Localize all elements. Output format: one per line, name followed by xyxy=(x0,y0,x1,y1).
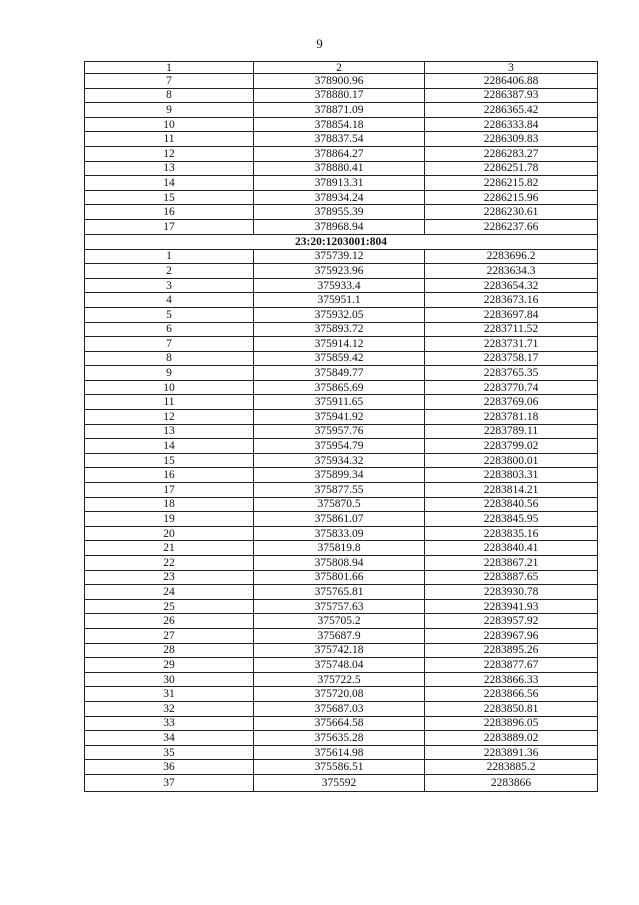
point-number-cell: 20 xyxy=(85,526,254,541)
y-coordinate-cell: 2286309.83 xyxy=(425,132,598,147)
table-row xyxy=(85,351,598,366)
y-coordinate-cell: 2283696.2 xyxy=(425,249,598,264)
point-number-cell: 33 xyxy=(85,716,254,731)
y-coordinate-cell: 2286333.84 xyxy=(425,117,598,132)
x-coordinate-cell: 375705.2 xyxy=(254,614,425,629)
point-number-cell: 25 xyxy=(85,599,254,614)
x-coordinate-cell: 375592 xyxy=(254,774,425,791)
table-row xyxy=(85,264,598,279)
table-row xyxy=(85,307,598,322)
table-row xyxy=(85,190,598,205)
y-coordinate-cell: 2283896.05 xyxy=(425,716,598,731)
table-row xyxy=(85,541,598,556)
point-number-cell: 35 xyxy=(85,745,254,760)
y-coordinate-cell: 2283697.84 xyxy=(425,307,598,322)
table-row xyxy=(85,337,598,352)
y-coordinate-cell: 2283866 xyxy=(425,774,598,791)
point-number-cell: 11 xyxy=(85,395,254,410)
point-number-cell: 34 xyxy=(85,731,254,746)
x-coordinate-cell: 378871.09 xyxy=(254,103,425,118)
table-row xyxy=(85,745,598,760)
table-row xyxy=(85,512,598,527)
y-coordinate-cell: 2283840.56 xyxy=(425,497,598,512)
point-number-cell: 9 xyxy=(85,366,254,381)
y-coordinate-cell: 2286283.27 xyxy=(425,146,598,161)
point-number-cell: 5 xyxy=(85,307,254,322)
x-coordinate-cell: 378864.27 xyxy=(254,146,425,161)
table-row xyxy=(85,658,598,673)
table-row xyxy=(85,628,598,643)
point-number-cell: 18 xyxy=(85,497,254,512)
table-row xyxy=(85,468,598,483)
table-row xyxy=(85,88,598,103)
point-number-cell: 6 xyxy=(85,322,254,337)
x-coordinate-cell: 375951.1 xyxy=(254,293,425,308)
y-coordinate-cell: 2283758.17 xyxy=(425,351,598,366)
table-row xyxy=(85,293,598,308)
point-number-cell: 32 xyxy=(85,701,254,716)
x-coordinate-cell: 375664.58 xyxy=(254,716,425,731)
x-coordinate-cell: 375748.04 xyxy=(254,658,425,673)
point-number-cell: 11 xyxy=(85,132,254,147)
table-row xyxy=(85,716,598,731)
x-coordinate-cell: 375801.66 xyxy=(254,570,425,585)
y-coordinate-cell: 2283731.71 xyxy=(425,337,598,352)
y-coordinate-cell: 2283654.32 xyxy=(425,278,598,293)
point-number-cell: 8 xyxy=(85,88,254,103)
x-coordinate-cell: 375808.94 xyxy=(254,556,425,571)
point-number-cell: 24 xyxy=(85,585,254,600)
y-coordinate-cell: 2283814.21 xyxy=(425,483,598,498)
coordinates-table-body xyxy=(85,62,598,792)
coordinates-table xyxy=(84,61,598,792)
x-coordinate-cell: 378880.41 xyxy=(254,161,425,176)
y-coordinate-cell: 2283673.16 xyxy=(425,293,598,308)
table-row xyxy=(85,278,598,293)
point-number-cell: 15 xyxy=(85,453,254,468)
y-coordinate-cell: 2283799.02 xyxy=(425,439,598,454)
y-coordinate-cell: 2286215.96 xyxy=(425,190,598,205)
x-coordinate-cell: 375757.63 xyxy=(254,599,425,614)
column-header-y: 3 xyxy=(425,62,598,74)
y-coordinate-cell: 2283895.26 xyxy=(425,643,598,658)
x-coordinate-cell: 375819.8 xyxy=(254,541,425,556)
x-coordinate-cell: 375877.55 xyxy=(254,483,425,498)
x-coordinate-cell: 375932.05 xyxy=(254,307,425,322)
point-number-cell: 7 xyxy=(85,74,254,89)
point-number-cell: 37 xyxy=(85,774,254,791)
x-coordinate-cell: 375870.5 xyxy=(254,497,425,512)
y-coordinate-cell: 2283941.93 xyxy=(425,599,598,614)
point-number-cell: 10 xyxy=(85,380,254,395)
table-row xyxy=(85,599,598,614)
table-row xyxy=(85,161,598,176)
page-number: 9 xyxy=(316,36,323,51)
y-coordinate-cell: 2283891.36 xyxy=(425,745,598,760)
x-coordinate-cell: 378854.18 xyxy=(254,117,425,132)
point-number-cell: 36 xyxy=(85,760,254,775)
table-row xyxy=(85,322,598,337)
y-coordinate-cell: 2283634.3 xyxy=(425,264,598,279)
table-row xyxy=(85,103,598,118)
point-number-cell: 8 xyxy=(85,351,254,366)
x-coordinate-cell: 375934.32 xyxy=(254,453,425,468)
x-coordinate-cell: 375865.69 xyxy=(254,380,425,395)
x-coordinate-cell: 375720.08 xyxy=(254,687,425,702)
y-coordinate-cell: 2283930.78 xyxy=(425,585,598,600)
point-number-cell: 17 xyxy=(85,483,254,498)
point-number-cell: 16 xyxy=(85,468,254,483)
point-number-cell: 26 xyxy=(85,614,254,629)
x-coordinate-cell: 375933.4 xyxy=(254,278,425,293)
point-number-cell: 14 xyxy=(85,439,254,454)
y-coordinate-cell: 2286251.78 xyxy=(425,161,598,176)
y-coordinate-cell: 2286387.93 xyxy=(425,88,598,103)
point-number-cell: 1 xyxy=(85,249,254,264)
point-number-cell: 2 xyxy=(85,264,254,279)
x-coordinate-cell: 375687.03 xyxy=(254,701,425,716)
y-coordinate-cell: 2283835.16 xyxy=(425,526,598,541)
table-row xyxy=(85,453,598,468)
table-row xyxy=(85,643,598,658)
point-number-cell: 12 xyxy=(85,146,254,161)
point-number-cell: 17 xyxy=(85,219,254,234)
table-row xyxy=(85,132,598,147)
point-number-cell: 30 xyxy=(85,672,254,687)
x-coordinate-cell: 375899.34 xyxy=(254,468,425,483)
y-coordinate-cell: 2283850.81 xyxy=(425,701,598,716)
y-coordinate-cell: 2286215.82 xyxy=(425,176,598,191)
table-row xyxy=(85,439,598,454)
x-coordinate-cell: 375614.98 xyxy=(254,745,425,760)
y-coordinate-cell: 2286406.88 xyxy=(425,74,598,89)
x-coordinate-cell: 378934.24 xyxy=(254,190,425,205)
table-row xyxy=(85,366,598,381)
x-coordinate-cell: 378968.94 xyxy=(254,219,425,234)
y-coordinate-cell: 2283769.06 xyxy=(425,395,598,410)
table-row xyxy=(85,687,598,702)
table-row xyxy=(85,117,598,132)
point-number-cell: 28 xyxy=(85,643,254,658)
table-row xyxy=(85,774,598,791)
y-coordinate-cell: 2283866.33 xyxy=(425,672,598,687)
table-row xyxy=(85,570,598,585)
table-row xyxy=(85,176,598,191)
point-number-cell: 23 xyxy=(85,570,254,585)
y-coordinate-cell: 2283803.31 xyxy=(425,468,598,483)
y-coordinate-cell: 2283781.18 xyxy=(425,410,598,425)
table-row xyxy=(85,731,598,746)
point-number-cell: 22 xyxy=(85,556,254,571)
table-row xyxy=(85,585,598,600)
table-row xyxy=(85,483,598,498)
point-number-cell: 13 xyxy=(85,424,254,439)
x-coordinate-cell: 375859.42 xyxy=(254,351,425,366)
point-number-cell: 31 xyxy=(85,687,254,702)
cadastral-number-heading: 23:20:1203001:804 xyxy=(85,234,598,249)
y-coordinate-cell: 2283885.2 xyxy=(425,760,598,775)
x-coordinate-cell: 375914.12 xyxy=(254,337,425,352)
table-row xyxy=(85,146,598,161)
y-coordinate-cell: 2283711.52 xyxy=(425,322,598,337)
point-number-cell: 14 xyxy=(85,176,254,191)
point-number-cell: 19 xyxy=(85,512,254,527)
x-coordinate-cell: 378913.31 xyxy=(254,176,425,191)
x-coordinate-cell: 375849.77 xyxy=(254,366,425,381)
x-coordinate-cell: 375923.96 xyxy=(254,264,425,279)
point-number-cell: 4 xyxy=(85,293,254,308)
y-coordinate-cell: 2283866.56 xyxy=(425,687,598,702)
point-number-cell: 10 xyxy=(85,117,254,132)
table-row xyxy=(85,526,598,541)
x-coordinate-cell: 375954.79 xyxy=(254,439,425,454)
y-coordinate-cell: 2283957.92 xyxy=(425,614,598,629)
point-number-cell: 21 xyxy=(85,541,254,556)
point-number-cell: 15 xyxy=(85,190,254,205)
table-row xyxy=(85,410,598,425)
point-number-cell: 16 xyxy=(85,205,254,220)
y-coordinate-cell: 2283800.01 xyxy=(425,453,598,468)
x-coordinate-cell: 375957.76 xyxy=(254,424,425,439)
table-row xyxy=(85,395,598,410)
column-header-point-number: 1 xyxy=(85,62,254,74)
y-coordinate-cell: 2283789.11 xyxy=(425,424,598,439)
x-coordinate-cell: 378955.39 xyxy=(254,205,425,220)
point-number-cell: 3 xyxy=(85,278,254,293)
x-coordinate-cell: 378880.17 xyxy=(254,88,425,103)
table-row xyxy=(85,760,598,775)
x-coordinate-cell: 375586.51 xyxy=(254,760,425,775)
x-coordinate-cell: 375687.9 xyxy=(254,628,425,643)
y-coordinate-cell: 2283887.65 xyxy=(425,570,598,585)
table-row xyxy=(85,614,598,629)
point-number-cell: 13 xyxy=(85,161,254,176)
table-row xyxy=(85,219,598,234)
x-coordinate-cell: 375911.65 xyxy=(254,395,425,410)
y-coordinate-cell: 2283877.67 xyxy=(425,658,598,673)
table-row xyxy=(85,205,598,220)
column-header-x: 2 xyxy=(254,62,425,74)
table-row xyxy=(85,380,598,395)
table-row xyxy=(85,556,598,571)
y-coordinate-cell: 2283840.41 xyxy=(425,541,598,556)
x-coordinate-cell: 378900.96 xyxy=(254,74,425,89)
table-row xyxy=(85,497,598,512)
point-number-cell: 9 xyxy=(85,103,254,118)
point-number-cell: 27 xyxy=(85,628,254,643)
point-number-cell: 29 xyxy=(85,658,254,673)
section-title-row xyxy=(85,234,598,249)
table-row xyxy=(85,701,598,716)
y-coordinate-cell: 2283889.02 xyxy=(425,731,598,746)
point-number-cell: 7 xyxy=(85,337,254,352)
y-coordinate-cell: 2286230.61 xyxy=(425,205,598,220)
table-header-row xyxy=(85,62,598,74)
x-coordinate-cell: 375742.18 xyxy=(254,643,425,658)
x-coordinate-cell: 375722.5 xyxy=(254,672,425,687)
x-coordinate-cell: 375941.92 xyxy=(254,410,425,425)
x-coordinate-cell: 375765.81 xyxy=(254,585,425,600)
x-coordinate-cell: 378837.54 xyxy=(254,132,425,147)
table-row xyxy=(85,249,598,264)
x-coordinate-cell: 375635.28 xyxy=(254,731,425,746)
table-row xyxy=(85,424,598,439)
x-coordinate-cell: 375893.72 xyxy=(254,322,425,337)
point-number-cell: 12 xyxy=(85,410,254,425)
y-coordinate-cell: 2283867.21 xyxy=(425,556,598,571)
y-coordinate-cell: 2283770.74 xyxy=(425,380,598,395)
y-coordinate-cell: 2286237.66 xyxy=(425,219,598,234)
x-coordinate-cell: 375833.09 xyxy=(254,526,425,541)
y-coordinate-cell: 2286365.42 xyxy=(425,103,598,118)
table-row xyxy=(85,672,598,687)
y-coordinate-cell: 2283845.95 xyxy=(425,512,598,527)
table-row xyxy=(85,74,598,89)
y-coordinate-cell: 2283765.35 xyxy=(425,366,598,381)
x-coordinate-cell: 375861.07 xyxy=(254,512,425,527)
y-coordinate-cell: 2283967.96 xyxy=(425,628,598,643)
x-coordinate-cell: 375739.12 xyxy=(254,249,425,264)
